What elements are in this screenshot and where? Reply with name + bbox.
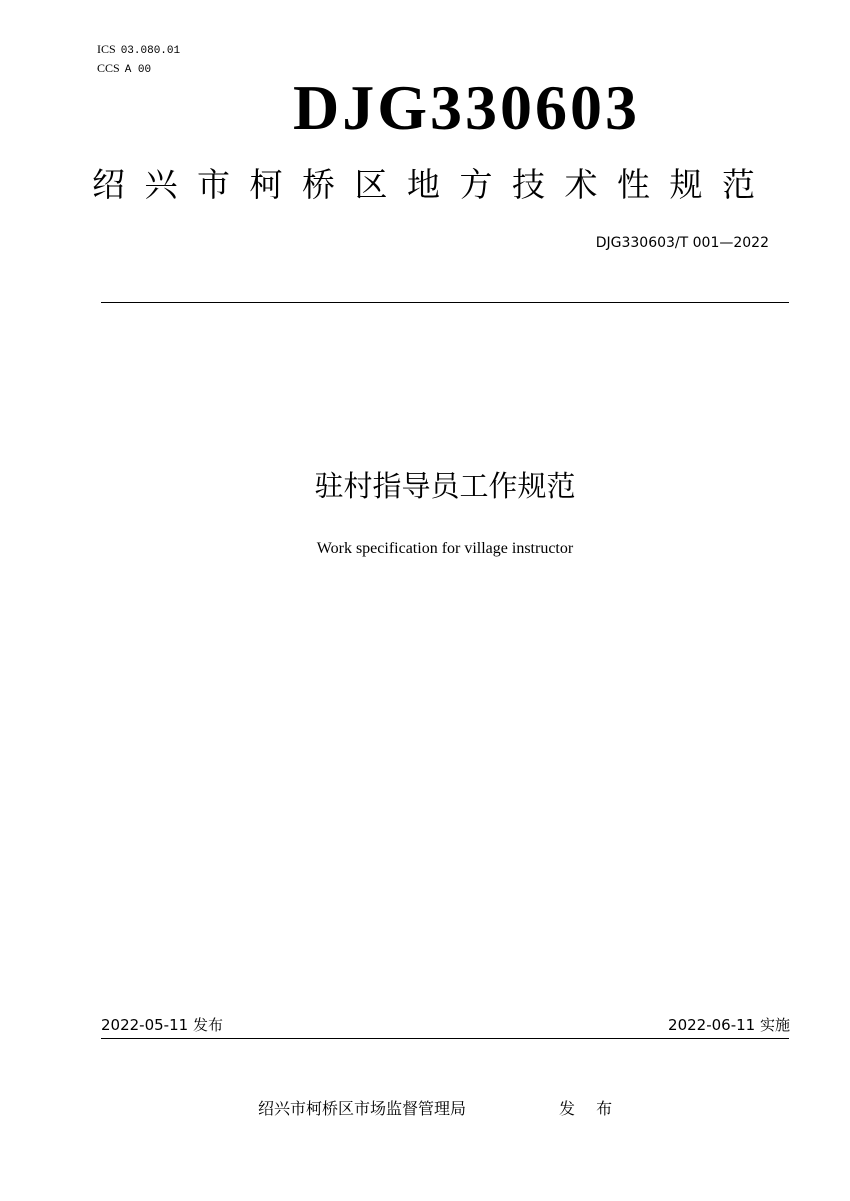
ics-line xyxy=(97,42,180,61)
ccs-line xyxy=(97,61,180,80)
document-title-english: Work specification for village instructor xyxy=(316,540,574,557)
standard-type: 绍兴市柯桥区地方技术性规范 xyxy=(92,165,775,204)
issue-label: 发 布 xyxy=(559,1099,621,1118)
standard-number: DJG330603/T 001—2022 xyxy=(595,235,769,251)
standard-code: DJG330603 xyxy=(293,72,640,143)
publish-date: 2022-05-11 发布 xyxy=(101,1016,223,1034)
effective-date: 2022-06-11 实施 xyxy=(668,1016,790,1034)
ics-label: ICS xyxy=(97,42,116,56)
ccs-label: CCS xyxy=(97,61,120,75)
issuing-authority: 绍兴市柯桥区市场监督管理局 xyxy=(258,1099,467,1118)
ics-code: 03.080.01 xyxy=(120,45,181,57)
top-divider xyxy=(101,302,789,303)
bottom-divider xyxy=(101,1038,789,1039)
document-title: 驻村指导员工作规范 xyxy=(314,469,576,503)
ccs-code: A 00 xyxy=(124,64,152,76)
classification-codes xyxy=(97,42,180,80)
